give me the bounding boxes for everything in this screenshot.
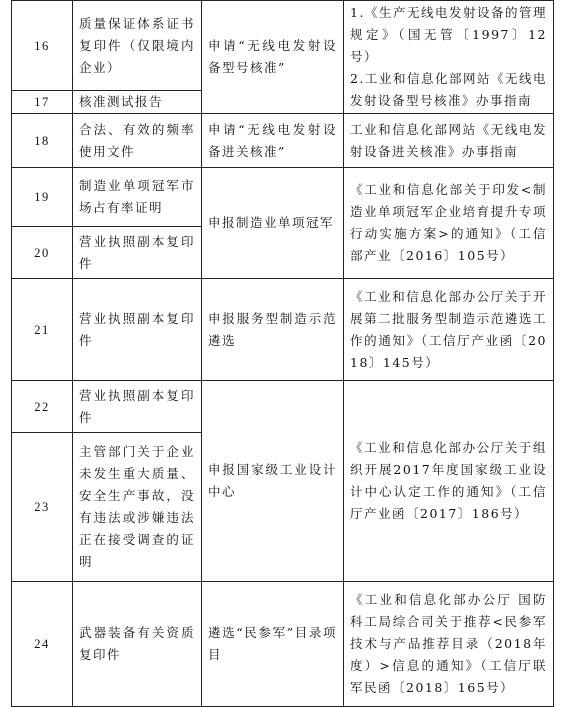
table-row (12, 381, 554, 433)
basis-line-1: 1.《生产无线电发射设备的管理规定》（国无管〔1997〕12号） (350, 5, 547, 64)
table-row (12, 279, 554, 381)
material-cell: 主管部门关于企业未发生重大质量、安全生产事故，没有违法或涉嫌违法正在接受调查的证明 (73, 433, 202, 582)
row-number: 19 (12, 168, 73, 227)
basis-cell: 工业和信息化部网站《无线电发射设备进关核准》办事指南 (344, 114, 554, 168)
material-cell: 制造业单项冠军市场占有率证明 (73, 168, 202, 227)
material-cell: 营业执照副本复印件 (73, 381, 202, 433)
item-cell: 申请“无线电发射设备型号核准” (202, 1, 344, 114)
row-number: 20 (12, 227, 73, 279)
basis-cell: 《工业和信息化部办公厅关于组织开展2017年度国家级工业设计中心认定工作的通知》（工信厅产业函〔2017〕186号） (344, 381, 554, 582)
material-cell: 合法、有效的频率使用文件 (73, 114, 202, 168)
material-cell: 质量保证体系证书复印件（仅限境内企业） (73, 1, 202, 91)
document-table (11, 0, 554, 707)
material-cell: 营业执照副本复印件 (73, 279, 202, 381)
item-cell: 申报服务型制造示范遴选 (202, 279, 344, 381)
row-number: 21 (12, 279, 73, 381)
item-cell: 申请“无线电发射设备进关核准” (202, 114, 344, 168)
table-row (12, 114, 554, 168)
basis-cell (344, 1, 554, 114)
row-number: 18 (12, 114, 73, 168)
material-cell: 武器装备有关资质复印件 (73, 582, 202, 707)
basis-cell: 《工业和信息化部办公厅关于开展第二批服务型制造示范遴选工作的通知》（工信厅产业函〔2018〕145号） (344, 279, 554, 381)
row-number: 23 (12, 433, 73, 582)
basis-line-2: 2.工业和信息化部网站《无线电发射设备型号核准》办事指南 (350, 71, 547, 108)
basis-cell: 《工业和信息化部关于印发<制造业单项冠军企业培育提升专项行动实施方案>的通知》（工信部产业〔2016〕105号） (344, 168, 554, 279)
material-cell: 核准测试报告 (73, 91, 202, 114)
row-number: 16 (12, 1, 73, 91)
item-cell: 申报制造业单项冠军 (202, 168, 344, 279)
item-cell: 遴选“民参军”目录项目 (202, 582, 344, 707)
table-row (12, 168, 554, 227)
row-number: 17 (12, 91, 73, 114)
item-cell: 申报国家级工业设计中心 (202, 381, 344, 582)
basis-cell: 《工业和信息化部办公厅 国防科工局综合司关于推荐<民参军技术与产品推荐目录（2018年度）>信息的通知》（工信厅联军民函〔2018〕165号） (344, 582, 554, 707)
row-number: 24 (12, 582, 73, 707)
material-cell: 营业执照副本复印件 (73, 227, 202, 279)
row-number: 22 (12, 381, 73, 433)
table-row (12, 1, 554, 91)
table-row (12, 582, 554, 707)
